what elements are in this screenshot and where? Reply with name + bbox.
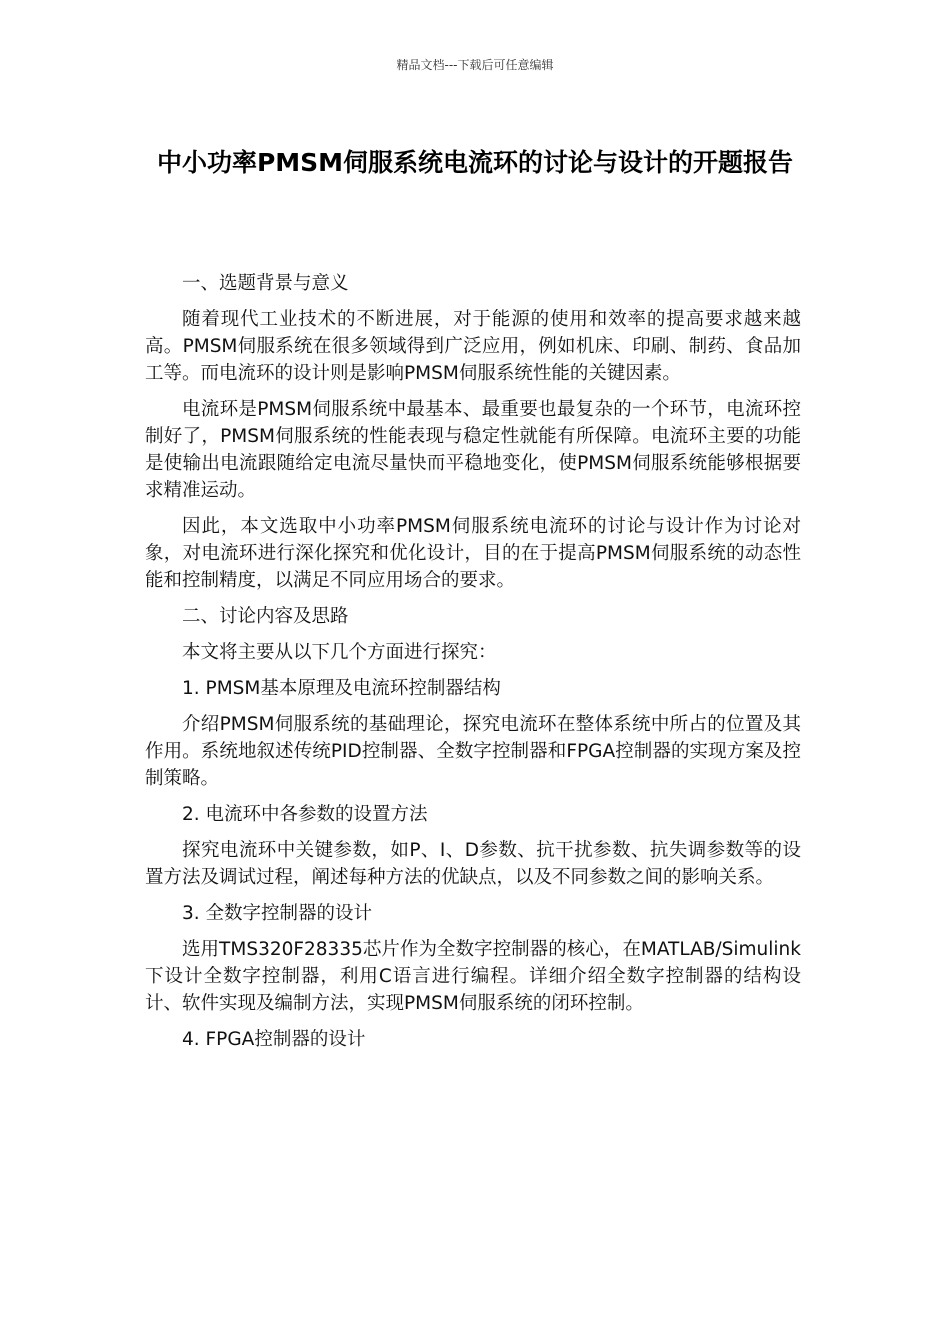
paragraph-background-3: 因此，本文选取中小功率PMSM伺服系统电流环的讨论与设计作为讨论对象，对电流环进行深化探究和优化设计，目的在于提高PMSM伺服系统的动态性能和控制精度，以满足不同应用场合的要求。 [145,516,801,591]
paragraph-background-1: 随着现代工业技术的不断进展，对于能源的使用和效率的提高要求越来越高。PMSM伺服系统在很多领域得到广泛应用，例如机床、印刷、制药、食品加工等。而电流环的设计则是影响PMSM伺服系统性能的关键因素。 [145,309,801,384]
item-heading-4: 4. FPGA控制器的设计 [182,1029,366,1050]
section-heading-content: 二、讨论内容及思路 [182,606,349,627]
item-text-3: 选用TMS320F28335芯片作为全数字控制器的核心，在MATLAB/Simulink下设计全数字控制器，利用C语言进行编程。详细介绍全数字控制器的结构设计、软件实现及编制方法，实现PMSM伺服系统的闭环控制。 [145,939,801,1014]
item-heading-2: 2. 电流环中各参数的设置方法 [182,804,428,825]
paragraph-background-2: 电流环是PMSM伺服系统中最基本、最重要也最复杂的一个环节，电流环控制好了，PMSM伺服系统的性能表现与稳定性就能有所保障。电流环主要的功能是使输出电流跟随给定电流尽量快而平稳地变化，使PMSM伺服系统能够根据要求精准运动。 [145,399,801,501]
paragraph-content-intro: 本文将主要从以下几个方面进行探究： [182,642,497,663]
document-body [145,270,801,1062]
header-note: 精品文档---下载后可任意编辑 [396,58,554,72]
section-heading-background: 一、选题背景与意义 [182,273,349,294]
item-heading-1: 1. PMSM基本原理及电流环控制器结构 [182,678,501,699]
item-text-2: 探究电流环中关键参数，如P、I、D参数、抗干扰参数、抗失调参数等的设置方法及调试过程，阐述每种方法的优缺点，以及不同参数之间的影响关系。 [145,840,801,888]
item-text-1: 介绍PMSM伺服系统的基础理论，探究电流环在整体系统中所占的位置及其作用。系统地叙述传统PID控制器、全数字控制器和FPGA控制器的实现方案及控制策略。 [145,714,801,789]
document-title: 中小功率PMSM伺服系统电流环的讨论与设计的开题报告 [156,148,794,177]
item-heading-3: 3. 全数字控制器的设计 [182,903,373,924]
